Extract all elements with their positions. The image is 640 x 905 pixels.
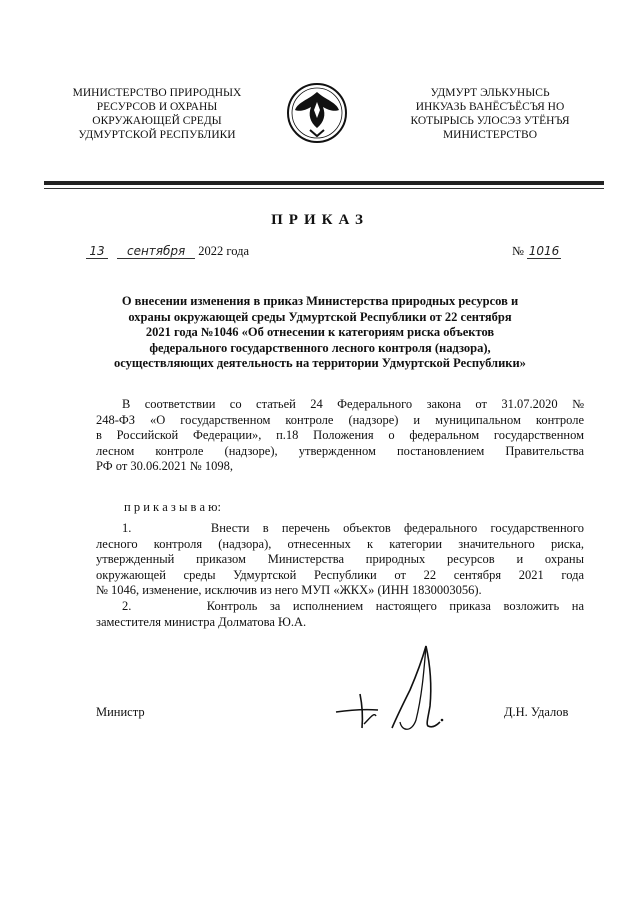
document-title: ПРИКАЗ <box>271 212 369 228</box>
order-word: п р и к а з ы в а ю: <box>124 500 221 514</box>
ministry-name-udmurt: УДМУРТ ЭЛЬКУНЫСЬ ИНКУАЗЬ ВАНЁСЪЁСЪЯ НО КОТЫРЫСЬ УЛОСЭЗ УТЁНЪЯ МИНИСТЕРСТВО <box>410 87 570 141</box>
document-number <box>512 244 561 259</box>
document-date <box>86 244 249 259</box>
date-month: сентября <box>117 244 195 259</box>
number-value: 1016 <box>528 244 560 258</box>
header-divider-thin <box>44 188 604 189</box>
date-year: 2022 года <box>198 244 249 258</box>
document-heading: О внесении изменения в приказ Министерства природных ресурсов и охраны окружающей среды Удмуртской Республики от 22 сентября 2021 года №1046 «Об отнесении к категориям риска объектов федерального государственного лесного контроля (надзора), осуществляющих деятельность на территории Удмуртской Республики» <box>114 294 526 371</box>
signatory-position: Министр <box>96 705 145 719</box>
handwritten-signature <box>330 640 450 740</box>
signatory-name: Д.Н. Удалов <box>504 705 569 719</box>
number-label: № <box>512 244 524 258</box>
order-item-2: 2. Контроль за исполнением настоящего приказа возложить на заместителя министра Долматова Ю.А. <box>96 599 584 629</box>
date-day: 13 <box>86 244 108 259</box>
coat-of-arms-icon <box>286 80 348 146</box>
ministry-name-russian: МИНИСТЕРСТВО ПРИРОДНЫХ РЕСУРСОВ И ОХРАНЫ ОКРУЖАЮЩЕЙ СРЕДЫ УДМУРТСКОЙ РЕСПУБЛИКИ <box>72 87 242 141</box>
preamble-paragraph: В соответствии со статьей 24 Федерального закона от 31.07.2020 № 248-ФЗ «О государственном контроле (надзоре) и муниципальном контроле в Российской Федерации», п.18 Положения о федеральном государственном лесном контроле (надзоре), утвержденном постановлением Правительства РФ от 30.06.2021 № 1098, <box>96 397 584 474</box>
header-divider-thick <box>44 181 604 185</box>
order-item-1: 1. Внести в перечень объектов федерального государственного лесного контроля (надзора), отнесенных к категории значительного риска, утвержденный приказом Министерства природных ресурсов и охраны окружающей среды Удмуртской Республики от 22 сентября 2021 года № 1046, изменение, исключив из него МУП «ЖКХ» (ИНН 1830003056). <box>96 521 584 598</box>
